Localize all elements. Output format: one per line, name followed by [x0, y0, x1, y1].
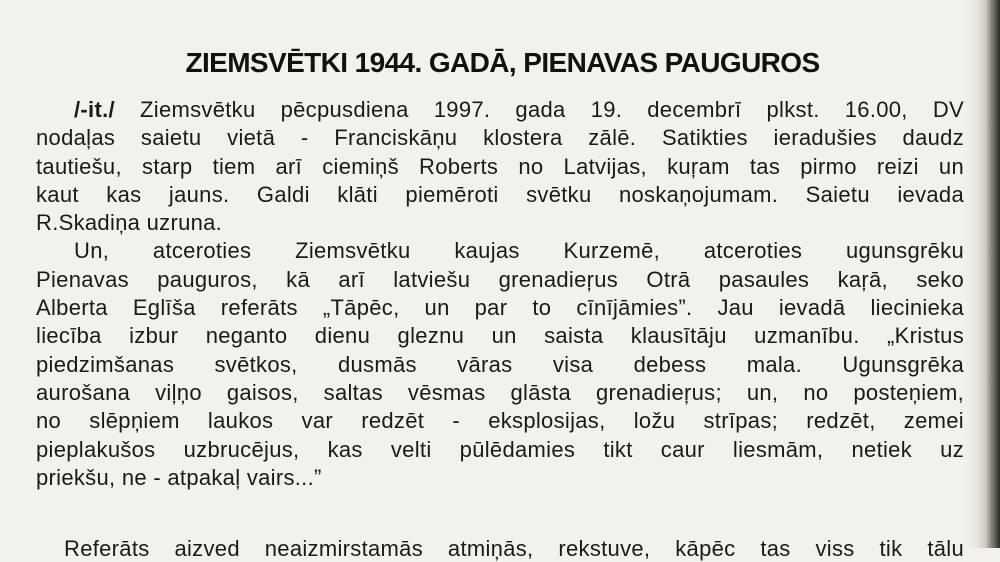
- paragraph-3-cutoff-line: Referāts aizved neaizmirstamās atmiņās, rekstuve, kāpēc tas viss tik tālu: [64, 536, 964, 561]
- article-body: [36, 96, 964, 492]
- paragraph-2-line-8: pieplakušos uzbrucējus, kas velti pūlēdamies tikt caur liesmām, netiek uz: [36, 436, 964, 462]
- article-title: ZIEMSVĒTKI 1944. GADĀ, PIENAVAS PAUGUROS: [185, 46, 820, 78]
- byline: /-it./: [74, 97, 115, 122]
- paragraph-2-line-6: aurošana viļņo gaisos, saltas vēsmas glāsta grenadieŗus; un, no posteņiem,: [36, 379, 964, 405]
- paragraph-2-line-9: priekšu, ne - atpakaļ vairs...”: [36, 464, 322, 490]
- paragraph-1-line-1: /-it./ Ziemsvētku pēcpusdiena 1997. gada 19. decembrī plkst. 16.00, DV: [74, 97, 964, 122]
- paragraph-1-line-3: tautiešu, starp tiem arī ciemiņš Roberts no Latvijas, kuŗam tas pirmo reizi un: [36, 153, 964, 179]
- page-edge: [978, 0, 1000, 548]
- paragraph-1-line-2: nodaļas saietu vietā - Franciskāņu klostera zālē. Satikties ieradušies daudz: [36, 125, 964, 151]
- paragraph-1-line-4: kaut kas jauns. Galdi klāti piemēroti svētku noskaņojumam. Saietu ievada: [36, 181, 964, 207]
- paragraph-1-line-5: R.Skadiņa uzruna.: [36, 210, 223, 236]
- page-gutter-shadow: [964, 0, 978, 548]
- paragraph-2-line-1: Un, atceroties Ziemsvētku kaujas Kurzemē, atceroties ugunsgrēku: [74, 238, 964, 264]
- paragraph-2-line-3: Alberta Eglīša referāts „Tāpēc, un par to cīnījāmies”. Jau ievadā liecinieka: [36, 295, 964, 321]
- paragraph-2-line-4: liecība izbur neganto dienu gleznu un saista klausītāju uzmanību. „Kristus: [36, 323, 964, 349]
- paragraph-2-line-2: Pienavas pauguros, kā arī latviešu grenadieŗus Otrā pasaules kaŗā, seko: [36, 266, 964, 292]
- paragraph-2-line-7: no slēpņiem laukos var redzēt - eksplosijas, ložu strīpas; redzēt, zemei: [36, 408, 964, 434]
- paragraph-2-line-5: piedzimšanas svētkos, dusmās vāras visa debess mala. Ugunsgrēka: [36, 351, 964, 377]
